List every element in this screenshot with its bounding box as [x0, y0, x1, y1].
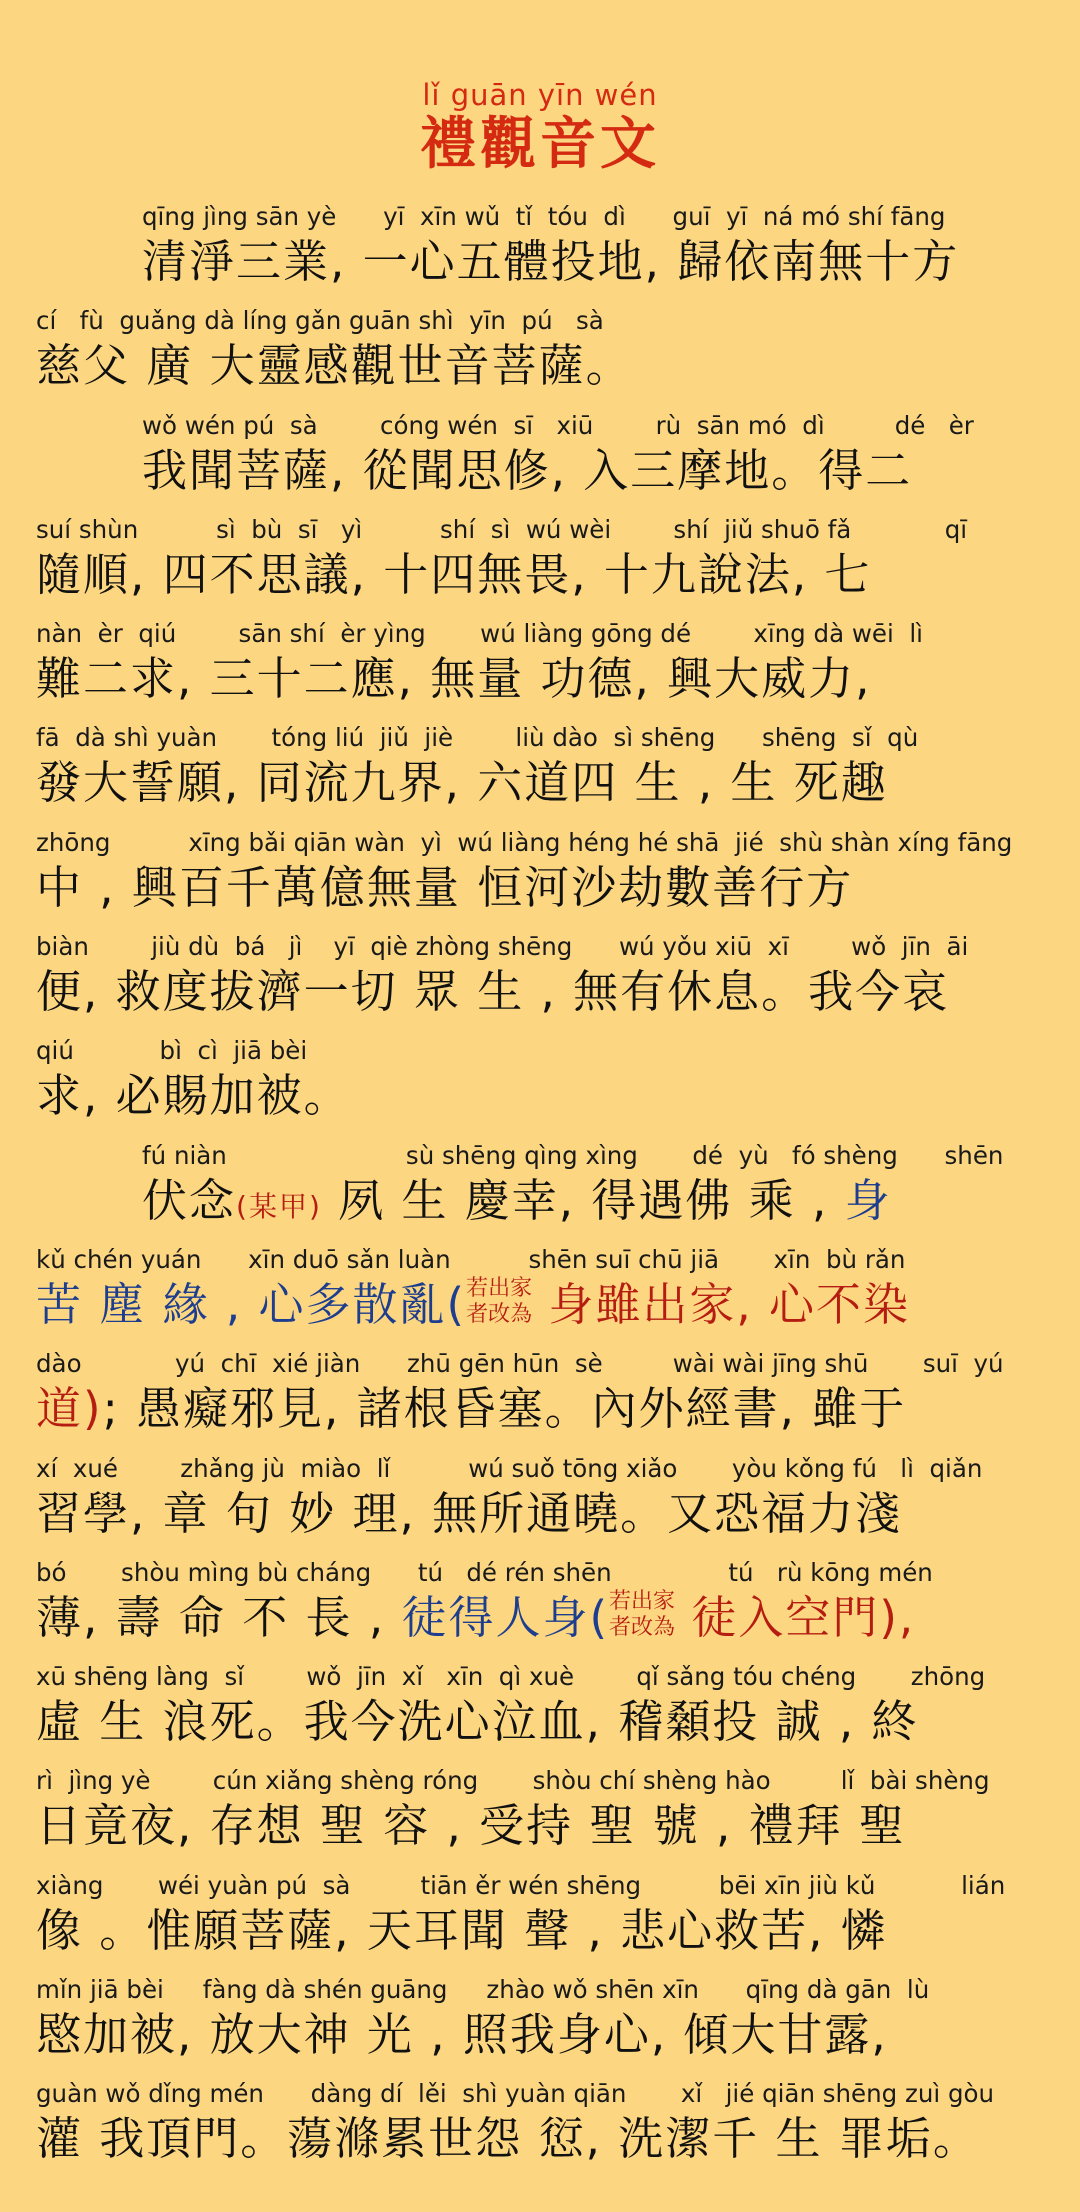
verse-line [36, 409, 1046, 513]
verse-line [36, 930, 1046, 1034]
hanzi-line: 灌 我頂門。蕩滌累世怨 愆, 洗潔千 生 罪垢。 [36, 2112, 980, 2166]
verse-line [36, 304, 1046, 408]
pinyin-line: xí xué zhǎng jù miào lǐ wú suǒ tōng xiǎo yòu kǒng fú lì qiǎn [36, 1453, 983, 1483]
text-segment: ), [879, 1590, 916, 1644]
title-block [0, 78, 1080, 178]
hanzi-line: 隨順, 四不思議, 十四無畏, 十九說法, 七 [36, 547, 872, 601]
pinyin-line: kǔ chén yuán xīn duō sǎn luàn shēn suī chū jiā xīn bù rǎn [36, 1244, 906, 1274]
verse-line [36, 1869, 1046, 1973]
pinyin-line: fā dà shì yuàn tóng liú jiǔ jiè liù dào sì shēng shēng sǐ qù [36, 723, 919, 753]
text-segment: 徒入空門 [675, 1590, 880, 1644]
text-segment: ( [589, 1590, 610, 1644]
hanzi-line: 難二求, 三十二應, 無量 功德, 興大威力, [36, 652, 872, 706]
hanzi-line: 中 , 興百千萬億無量 恒河沙劫數善行方 [36, 860, 854, 914]
verse-line [36, 1243, 1046, 1347]
verse-line [36, 513, 1046, 617]
pinyin-line: bó shòu mìng bù cháng tú dé rén shēn tú rù kōng mén [36, 1557, 933, 1587]
text-segment: 徒得人身 [401, 1590, 590, 1644]
page-title: 禮觀音文 [420, 112, 660, 177]
text-segment: 身 [844, 1173, 892, 1227]
hanzi-line [36, 1379, 1046, 1439]
hanzi-line: 慈父 廣 大靈感觀世音菩薩。 [36, 339, 633, 393]
pinyin-line: qiú bì cì jiā bèi [36, 1036, 308, 1066]
pinyin-line: fú niàn sù shēng qìng xìng dé yù fó shèng shēn [142, 1140, 1004, 1170]
text-segment: 伏念 [142, 1173, 237, 1227]
text-body [36, 200, 1046, 2182]
hanzi-line: 日竟夜, 存想 聖 容 , 受持 聖 號 , 禮拜 聖 [36, 1799, 906, 1853]
pinyin-line: qīng jìng sān yè yī xīn wǔ tǐ tóu dì guī yī ná mó shí fāng [142, 202, 946, 231]
pinyin-line: nàn èr qiú sān shí èr yìng wú liàng gōng dé xīng dà wēi lì [36, 619, 923, 649]
verse-line [36, 617, 1046, 721]
pinyin-line: zhōng xīng bǎi qiān wàn yì wú liàng héng hé shā jié shù shàn xíng fāng [36, 827, 1013, 857]
pinyin-line: biàn jiù dù bá jì yī qiè zhòng shēng wú yǒu xiū xī wǒ jīn āi [36, 932, 969, 962]
text-segment: 苦 塵 緣 , 心多散亂 [36, 1277, 447, 1331]
verse-line [36, 826, 1046, 930]
pinyin-line: cí fù guǎng dà líng gǎn guān shì yīn pú sà [36, 306, 604, 336]
text-segment: ( [446, 1277, 467, 1331]
verse-line [36, 1034, 1046, 1138]
hanzi-line [36, 1588, 1046, 1648]
verse-line [36, 2077, 1046, 2181]
verse-line [36, 1660, 1046, 1764]
pinyin-line: rì jìng yè cún xiǎng shèng róng shòu chí shèng hào lǐ bài shèng [36, 1766, 990, 1796]
verse-line [36, 1347, 1046, 1451]
annotation-note: 若出家 者改為 [466, 1275, 533, 1327]
hanzi-line: 發大誓願, 同流九界, 六道四 生 , 生 死趣 [36, 756, 888, 810]
hanzi-line: 像 。惟願菩薩, 天耳聞 聲 , 悲心救苦, 憐 [36, 1903, 888, 1957]
annotation-note: (某甲) [236, 1189, 322, 1223]
pinyin-line: xiàng wéi yuàn pú sà tiān ěr wén shēng bēi xīn jiù kǔ lián [36, 1870, 1006, 1900]
pinyin-line: wǒ wén pú sà cóng wén sī xiū rù sān mó dì dé èr [142, 410, 974, 440]
hanzi-line: 虛 生 浪死。我今洗心泣血, 稽顙投 誠 , 終 [36, 1695, 919, 1749]
pinyin-line: xū shēng làng sǐ wǒ jīn xǐ xīn qì xuè qǐ sǎng tóu chéng zhōng [36, 1662, 986, 1692]
title-pinyin: lǐ guān yīn wén [422, 78, 658, 112]
text-segment: 夙 生 慶幸, 得遇佛 乘 , [321, 1173, 845, 1227]
verse-line [36, 1139, 1046, 1243]
annotation-note: 若出家 者改為 [609, 1588, 676, 1640]
pinyin-line: guàn wǒ dǐng mén dàng dí lěi shì yuàn qiān xǐ jié qiān shēng zuì gòu [36, 2079, 995, 2109]
hanzi-line [36, 1275, 1046, 1335]
verse-line [36, 1973, 1046, 2077]
verse-line [36, 721, 1046, 825]
text-segment: ; 愚癡邪見, 諸根昏塞。內外經書, 雖于 [102, 1382, 907, 1436]
hanzi-line: 便, 救度拔濟一切 眾 生 , 無有休息。我今哀 [36, 965, 950, 1019]
pinyin-line: mǐn jiā bèi fàng dà shén guāng zhào wǒ shēn xīn qīng dà gān lù [36, 1975, 930, 2005]
hanzi-line: 我聞菩薩, 從聞思修, 入三摩地。得二 [142, 443, 913, 497]
hanzi-line: 清淨三業, 一心五體投地, 歸依南無十方 [142, 235, 960, 288]
verse-line [36, 1556, 1046, 1660]
text-segment: 薄, 壽 命 不 長 , [36, 1590, 402, 1644]
hanzi-line: 習學, 章 句 妙 理, 無所通曉。又恐福力淺 [36, 1486, 903, 1540]
text-segment: 身雖出家, 心不染 [532, 1277, 911, 1331]
pinyin-line: dào yú chī xié jiàn zhū gēn hūn sè wài wài jīng shū suī yú [36, 1349, 1004, 1379]
hanzi-line: 愍加被, 放大神 光 , 照我身心, 傾大甘露, [36, 2008, 888, 2062]
verse-line [36, 1452, 1046, 1556]
hanzi-line: 求, 必賜加被。 [36, 1069, 351, 1123]
verse-line [36, 200, 1046, 304]
hanzi-line [142, 1171, 1046, 1237]
pinyin-line: suí shùn sì bù sī yì shí sì wú wèi shí jiǔ shuō fǎ qī [36, 514, 968, 544]
text-segment: 道) [36, 1382, 103, 1436]
verse-line [36, 1764, 1046, 1868]
